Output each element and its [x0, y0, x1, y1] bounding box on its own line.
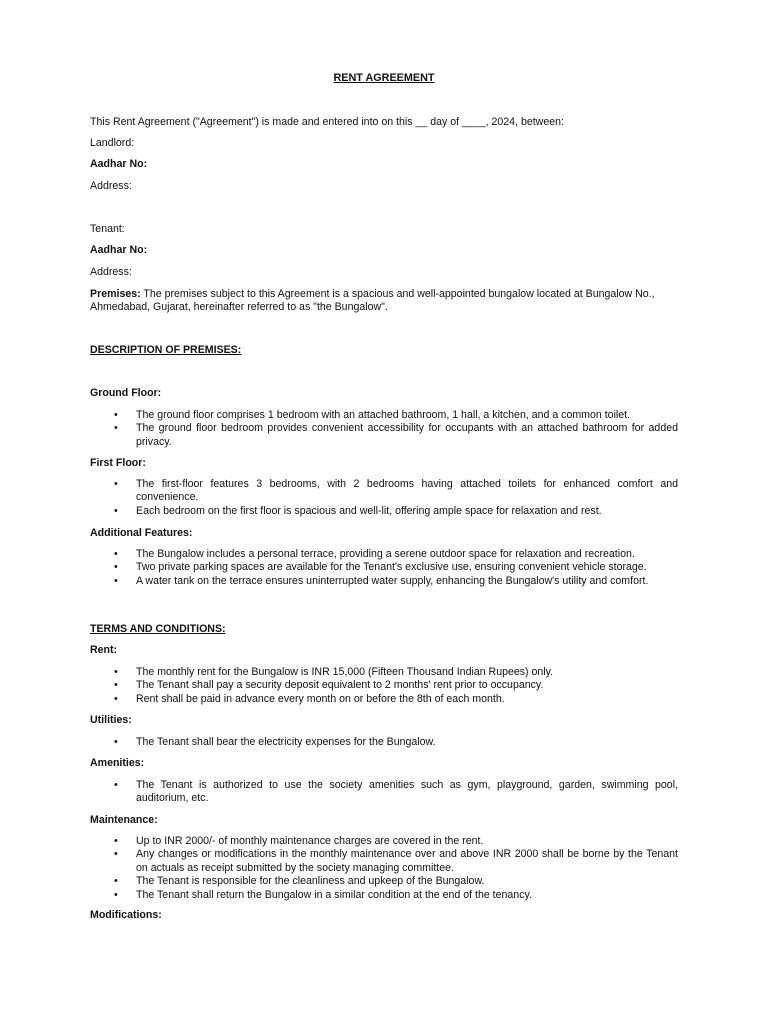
list-item-text: The Tenant is responsible for the cleanliness and upkeep of the Bungalow. [136, 875, 485, 888]
list-item-text: The Tenant shall bear the electricity expenses for the Bungalow. [136, 736, 436, 748]
landlord-address-label: Address: [90, 180, 132, 192]
maintenance-list [90, 835, 678, 902]
list-item-text: The Bungalow includes a personal terrace, providing a serene outdoor space for relaxation and recreation. [136, 548, 635, 560]
terms-heading: TERMS AND CONDITIONS: [90, 623, 226, 635]
list-item-text: The ground floor comprises 1 bedroom with an attached bathroom, 1 hall, a kitchen, and a common toilet. [136, 409, 631, 421]
tenant-label: Tenant: [90, 223, 125, 235]
rent-heading: Rent: [90, 644, 118, 656]
amenities-list [90, 779, 678, 806]
bullet-icon: • [114, 848, 118, 861]
list-item [90, 875, 678, 888]
list-item [90, 736, 678, 749]
bullet-icon: • [114, 561, 118, 574]
additional-features-heading: Additional Features: [90, 527, 193, 539]
rent-list [90, 666, 678, 706]
list-item [90, 693, 678, 706]
tenant-address-label: Address: [90, 266, 132, 278]
list-item [90, 889, 678, 902]
bullet-icon: • [114, 736, 118, 748]
first-floor-list [90, 478, 678, 518]
list-item [90, 679, 678, 692]
amenities-heading: Amenities: [90, 757, 145, 769]
premises-paragraph [90, 288, 678, 315]
bullet-icon: • [114, 779, 118, 791]
list-item [90, 478, 678, 505]
bullet-icon: • [114, 835, 118, 847]
document-title: RENT AGREEMENT [333, 72, 435, 84]
maintenance-heading: Maintenance: [90, 814, 158, 826]
list-item [90, 409, 678, 422]
bullet-icon: • [114, 504, 118, 517]
list-item-text: The ground floor bedroom provides convenient accessibility for occupants with an attached bathroom for added privacy. [136, 422, 678, 448]
list-item [90, 548, 678, 561]
list-item [90, 422, 678, 449]
ground-floor-heading: Ground Floor: [90, 387, 162, 399]
modifications-heading: Modifications: [90, 909, 162, 921]
list-item-text: The Tenant is authorized to use the society amenities such as gym, playground, garden, swimming pool, auditorium, etc. [136, 779, 678, 805]
bullet-icon: • [114, 692, 118, 705]
bullet-icon: • [114, 574, 118, 587]
list-item-text: A water tank on the terrace ensures uninterrupted water supply, enhancing the Bungalow's utility and comfort. [136, 574, 649, 587]
landlord-label: Landlord: [90, 137, 135, 149]
bullet-icon: • [114, 548, 118, 560]
first-floor-heading: First Floor: [90, 457, 146, 469]
tenant-aadhar-label: Aadhar No: [90, 244, 148, 256]
utilities-heading: Utilities: [90, 714, 132, 726]
bullet-icon: • [114, 679, 118, 692]
list-item [90, 835, 678, 848]
list-item-text: Rent shall be paid in advance every month on or before the 8th of each month. [136, 692, 505, 705]
list-item-text: Up to INR 2000/- of monthly maintenance charges are covered in the rent. [136, 835, 484, 847]
bullet-icon: • [114, 888, 118, 901]
bullet-icon: • [114, 422, 118, 435]
bullet-icon: • [114, 409, 118, 421]
premises-label: Premises: [90, 288, 141, 300]
list-item-text: Two private parking spaces are available for the Tenant's exclusive use, ensuring convenient vehicle storage. [136, 561, 647, 574]
list-item-text: The first-floor features 3 bedrooms, with 2 bedrooms having attached toilets for enhanced comfort and convenience. [136, 478, 678, 504]
utilities-list [90, 736, 678, 749]
list-item-text: Each bedroom on the first floor is spacious and well-lit, offering ample space for relaxation and rest. [136, 504, 602, 517]
list-item [90, 561, 678, 574]
premises-text: The premises subject to this Agreement is a spacious and well-appointed bungalow located at Bungalow No., Ahmedabad, Gujarat, hereinafter referred to as "the Bungalow". [90, 288, 655, 314]
list-item [90, 666, 678, 679]
list-item-text: Any changes or modifications in the monthly maintenance over and above INR 2000 shall be borne by the Tenant on actuals as receipt submitted by the society managing committee. [136, 848, 678, 874]
ground-floor-list [90, 409, 678, 449]
bullet-icon: • [114, 875, 118, 888]
intro-paragraph: This Rent Agreement ("Agreement") is made and entered into on this __ day of ____, 2024, between: [90, 116, 564, 128]
bullet-icon: • [114, 666, 118, 678]
additional-features-list [90, 548, 678, 588]
landlord-aadhar-label: Aadhar No: [90, 158, 148, 170]
list-item [90, 575, 678, 588]
list-item [90, 779, 678, 806]
list-item-text: The monthly rent for the Bungalow is INR 15,000 (Fifteen Thousand Indian Rupees) only. [136, 666, 554, 678]
bullet-icon: • [114, 478, 118, 490]
list-item [90, 505, 678, 518]
description-heading: DESCRIPTION OF PREMISES: [90, 344, 242, 356]
list-item-text: The Tenant shall pay a security deposit equivalent to 2 months' rent prior to occupancy. [136, 679, 544, 692]
list-item-text: The Tenant shall return the Bungalow in a similar condition at the end of the tenancy. [136, 888, 532, 901]
list-item [90, 848, 678, 875]
